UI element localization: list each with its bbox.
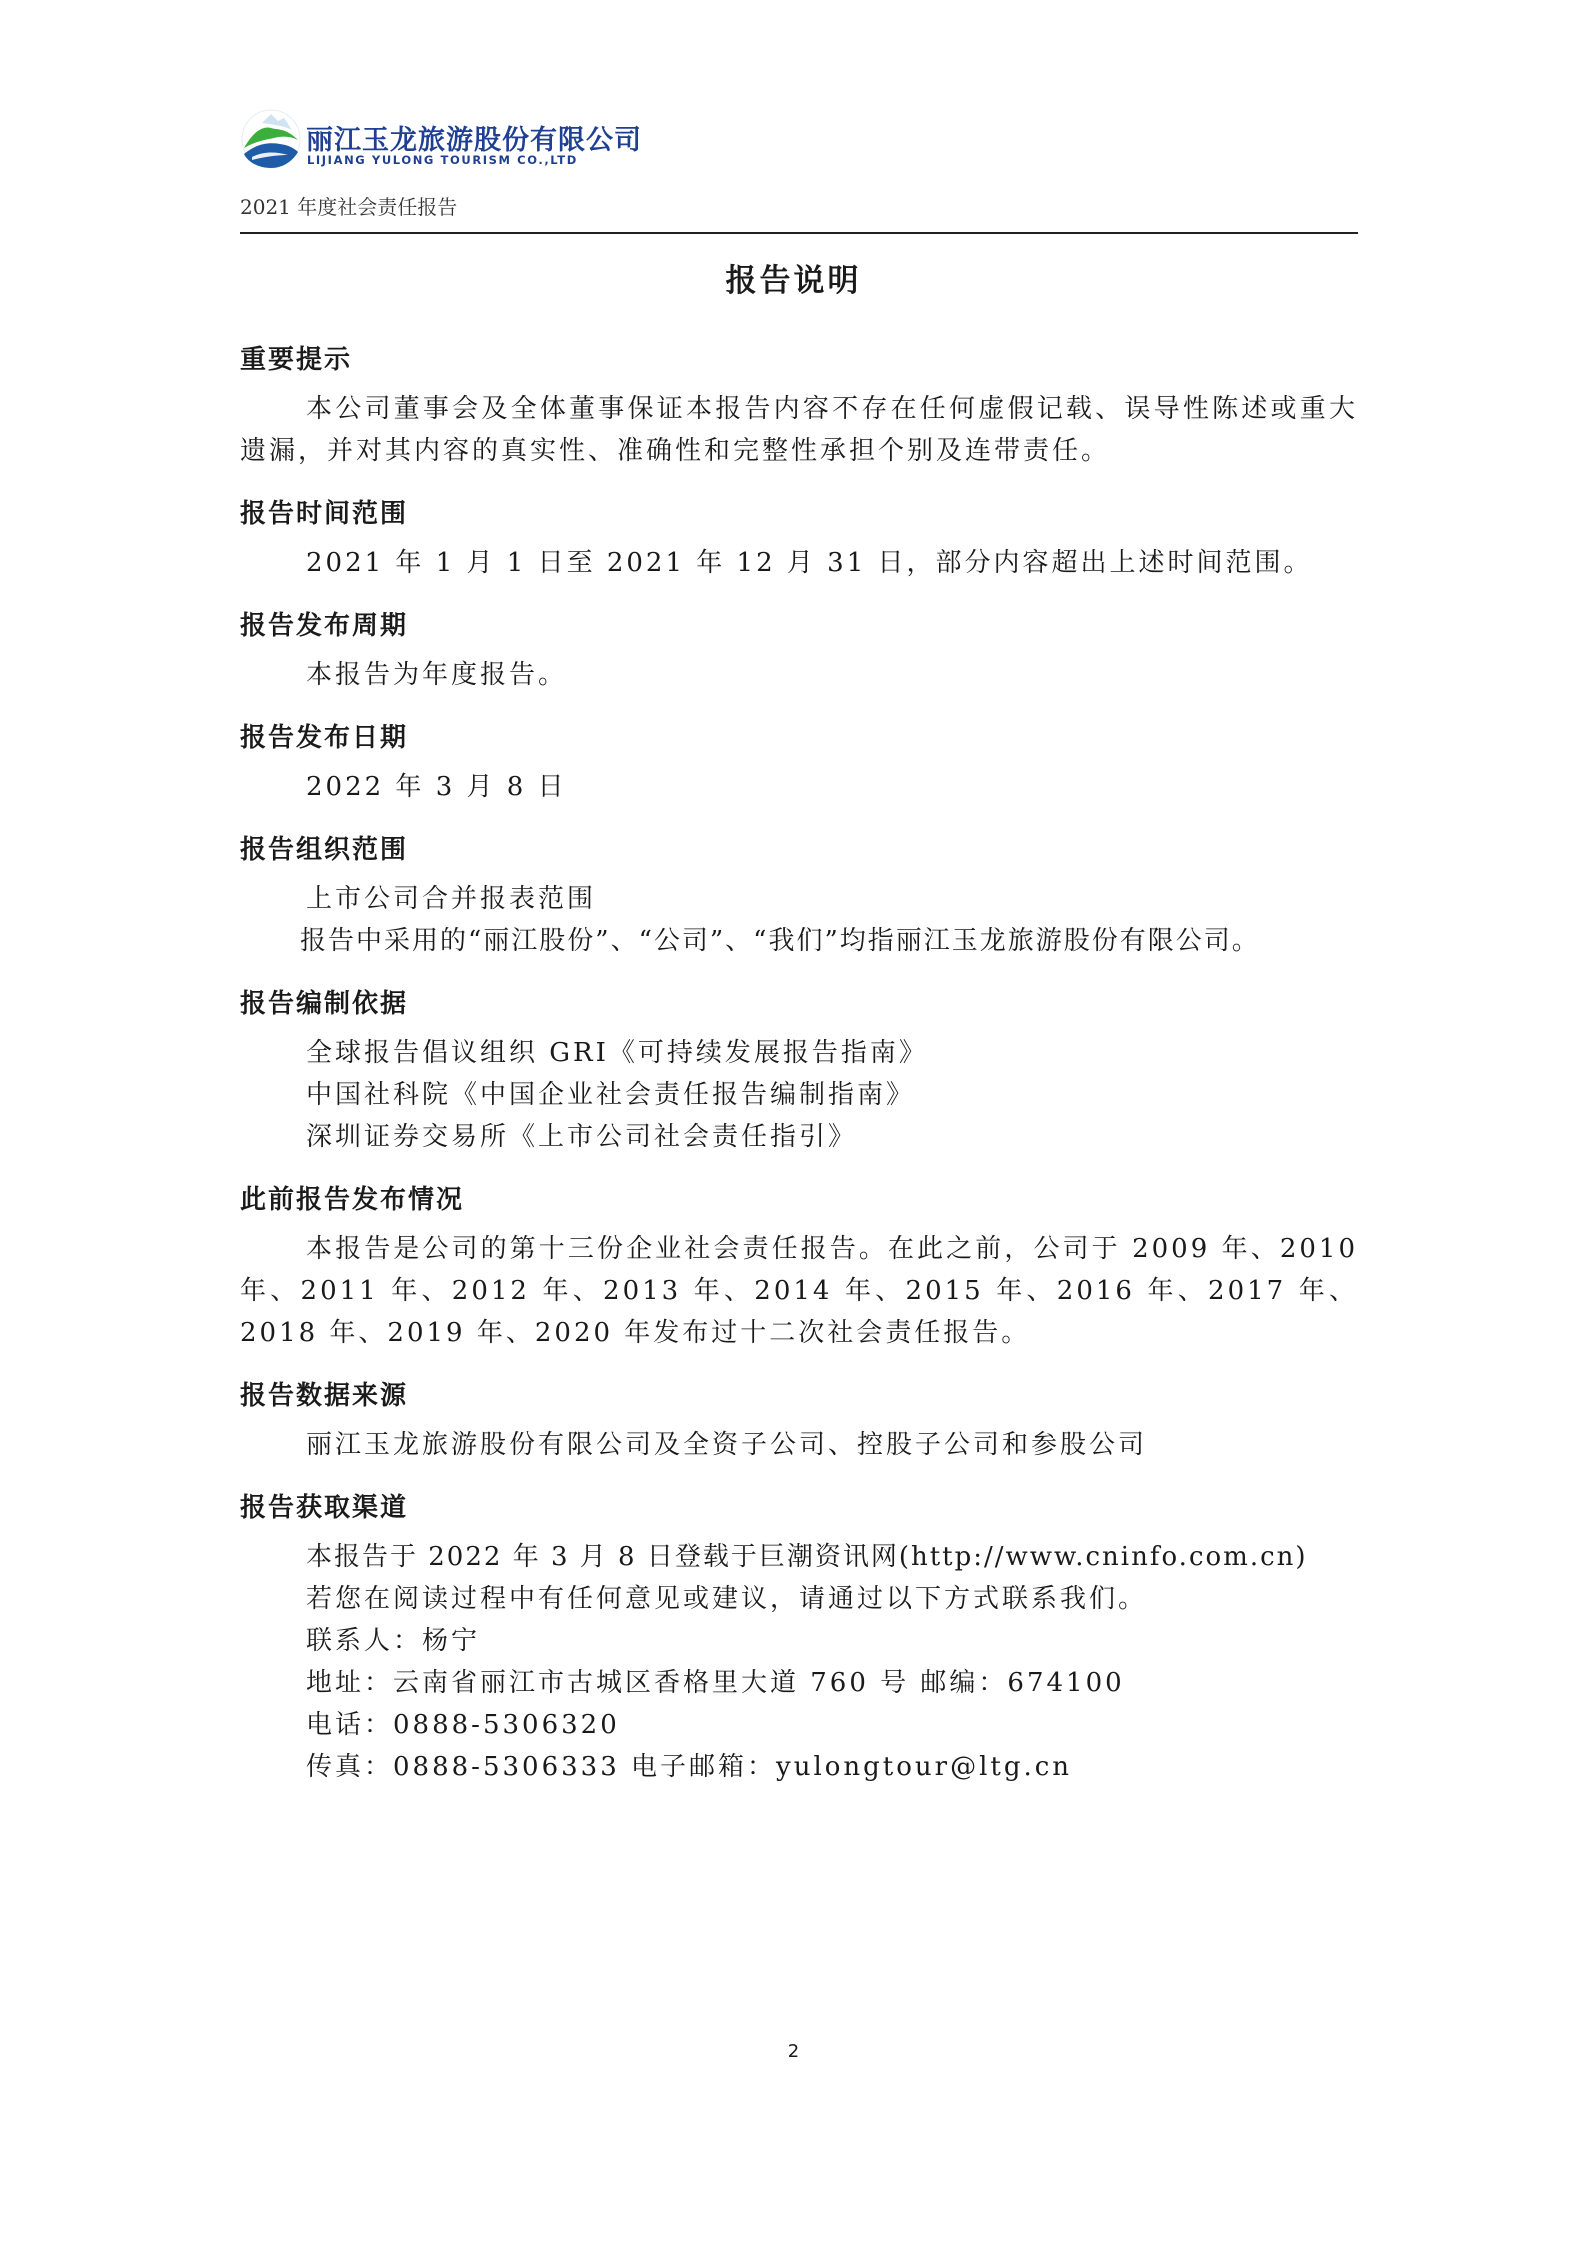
logo-company-name: 丽江玉龙旅游股份有限公司	[306, 125, 642, 156]
contact-address: 地址：云南省丽江市古城区香格里大道 760 号 邮编：674100	[306, 1668, 1125, 1698]
section-line: 丽江玉龙旅游股份有限公司及全资子公司、控股子公司和参股公司	[306, 1430, 1148, 1460]
section-heading: 报告获取渠道	[240, 1493, 409, 1523]
header-divider	[240, 232, 1358, 234]
report-content	[240, 342, 1358, 1812]
logo-company-name-en: LIJIANG YULONG TOURISM CO.,LTD	[307, 153, 578, 167]
mountain-logo-icon	[240, 108, 302, 170]
contact-person: 联系人：杨宁	[306, 1626, 481, 1656]
page-number: 2	[787, 2041, 800, 2062]
section-preparation-basis	[240, 986, 1358, 1158]
section-line: 2021 年 1 月 1 日至 2021 年 12 月 31 日，部分内容超出上述时间范围。	[306, 548, 1313, 578]
section-heading: 报告数据来源	[240, 1381, 409, 1411]
section-heading: 报告发布周期	[240, 611, 409, 641]
section-heading: 报告编制依据	[240, 989, 409, 1019]
contact-fax-email: 传真：0888-5306333 电子邮箱：yulongtour@ltg.cn	[306, 1752, 1073, 1782]
section-previous-reports	[240, 1182, 1358, 1354]
section-heading: 报告发布日期	[240, 723, 409, 753]
section-line: 本报告于 2022 年 3 月 8 日登载于巨潮资讯网(http://www.cninfo.com.cn)	[306, 1542, 1308, 1572]
section-paragraph: 本报告是公司的第十三份企业社会责任报告。在此之前，公司于 2009 年、2010 年、2011 年、2012 年、2013 年、2014 年、2015 年、2016 年、2017 年、2018 年、2019 年、2020 年发布过十二次社会责任报告。	[240, 1234, 1358, 1348]
page-title: 报告说明	[725, 263, 862, 299]
section-data-source	[240, 1378, 1358, 1466]
section-line: 中国社科院《中国企业社会责任报告编制指南》	[306, 1080, 916, 1110]
section-organization-scope	[240, 832, 1358, 962]
section-release-date	[240, 720, 1358, 808]
company-logo	[240, 108, 660, 178]
section-report-period	[240, 496, 1358, 584]
report-name: 2021 年度社会责任报告	[240, 195, 458, 219]
section-access-channels	[240, 1490, 1358, 1788]
section-line: 若您在阅读过程中有任何意见或建议，请通过以下方式联系我们。	[306, 1584, 1148, 1614]
section-line: 上市公司合并报表范围	[306, 884, 597, 914]
section-heading: 此前报告发布情况	[240, 1185, 465, 1215]
section-paragraph: 本公司董事会及全体董事保证本报告内容不存在任何虚假记载、误导性陈述或重大遗漏，并对其内容的真实性、准确性和完整性承担个别及连带责任。	[240, 394, 1358, 466]
section-important-notice	[240, 342, 1358, 472]
section-heading: 报告组织范围	[240, 835, 409, 865]
section-line: 报告中采用的“丽江股份”、“公司”、“我们”均指丽江玉龙旅游股份有限公司。	[300, 926, 1260, 956]
section-line: 本报告为年度报告。	[306, 660, 568, 690]
section-line: 深圳证券交易所《上市公司社会责任指引》	[306, 1122, 858, 1152]
section-release-cycle	[240, 608, 1358, 696]
section-line: 全球报告倡议组织 GRI《可持续发展报告指南》	[306, 1038, 928, 1068]
section-heading: 报告时间范围	[240, 499, 409, 529]
section-line: 2022 年 3 月 8 日	[306, 772, 567, 802]
section-heading: 重要提示	[240, 345, 353, 375]
contact-phone: 电话：0888-5306320	[306, 1710, 620, 1740]
